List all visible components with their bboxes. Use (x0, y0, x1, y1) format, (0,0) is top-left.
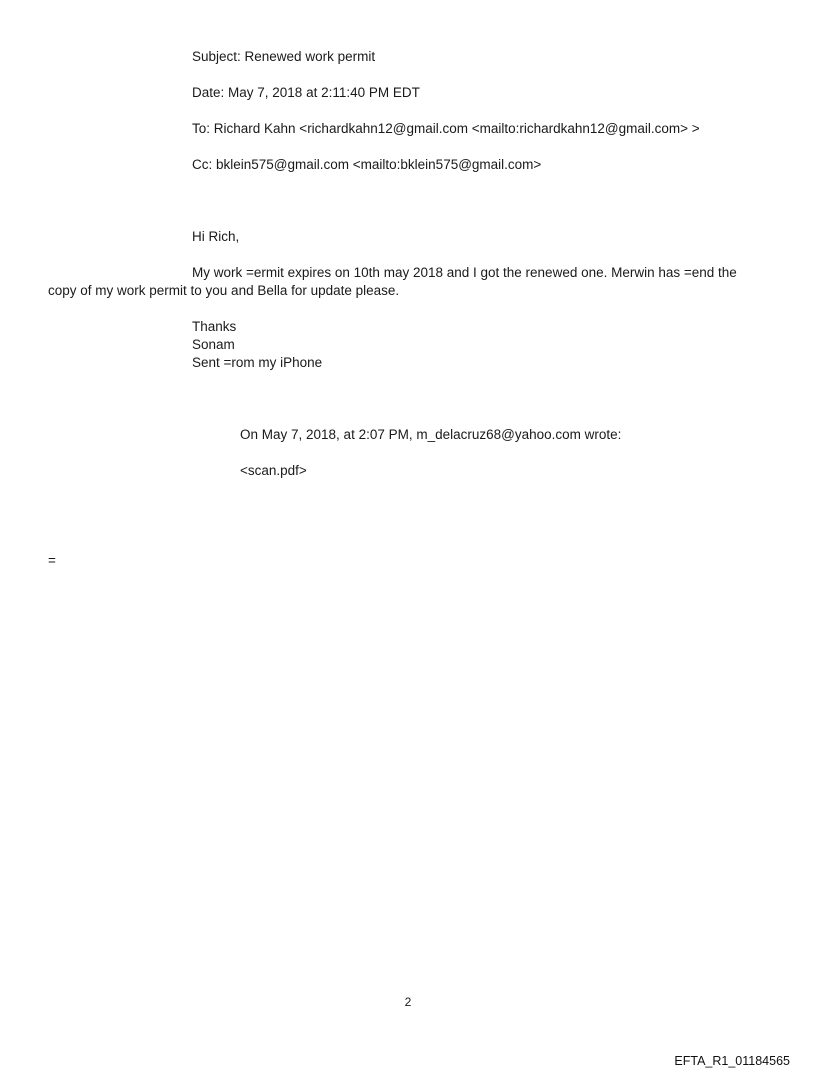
email-greeting: Hi Rich, (192, 229, 240, 244)
email-signoff: Thanks (192, 319, 237, 334)
email-body-line-2: copy of my work permit to you and Bella for update please. (48, 283, 400, 298)
email-body-line-1: My work =ermit expires on 10th may 2018 and I got the renewed one. Merwin has =end the (192, 265, 737, 280)
page-number: 2 (404, 995, 412, 1009)
email-sent-from: Sent =rom my iPhone (192, 355, 323, 370)
bates-number: EFTA_R1_01184565 (674, 1054, 790, 1068)
quoted-attachment: <scan.pdf> (240, 463, 307, 478)
email-header-subject: Subject: Renewed work permit (192, 49, 376, 64)
email-header-date: Date: May 7, 2018 at 2:11:40 PM EDT (192, 85, 420, 100)
email-header-cc: Cc: bklein575@gmail.com <mailto:bklein575@gmail.com> (192, 157, 542, 172)
quoted-header: On May 7, 2018, at 2:07 PM, m_delacruz68@yahoo.com wrote: (240, 427, 622, 442)
email-header-to: To: Richard Kahn <richardkahn12@gmail.com <mailto:richardkahn12@gmail.com> > (192, 121, 700, 136)
email-body-paragraph (48, 264, 748, 300)
trailing-mark: = (48, 553, 56, 568)
email-signature-name: Sonam (192, 337, 235, 352)
